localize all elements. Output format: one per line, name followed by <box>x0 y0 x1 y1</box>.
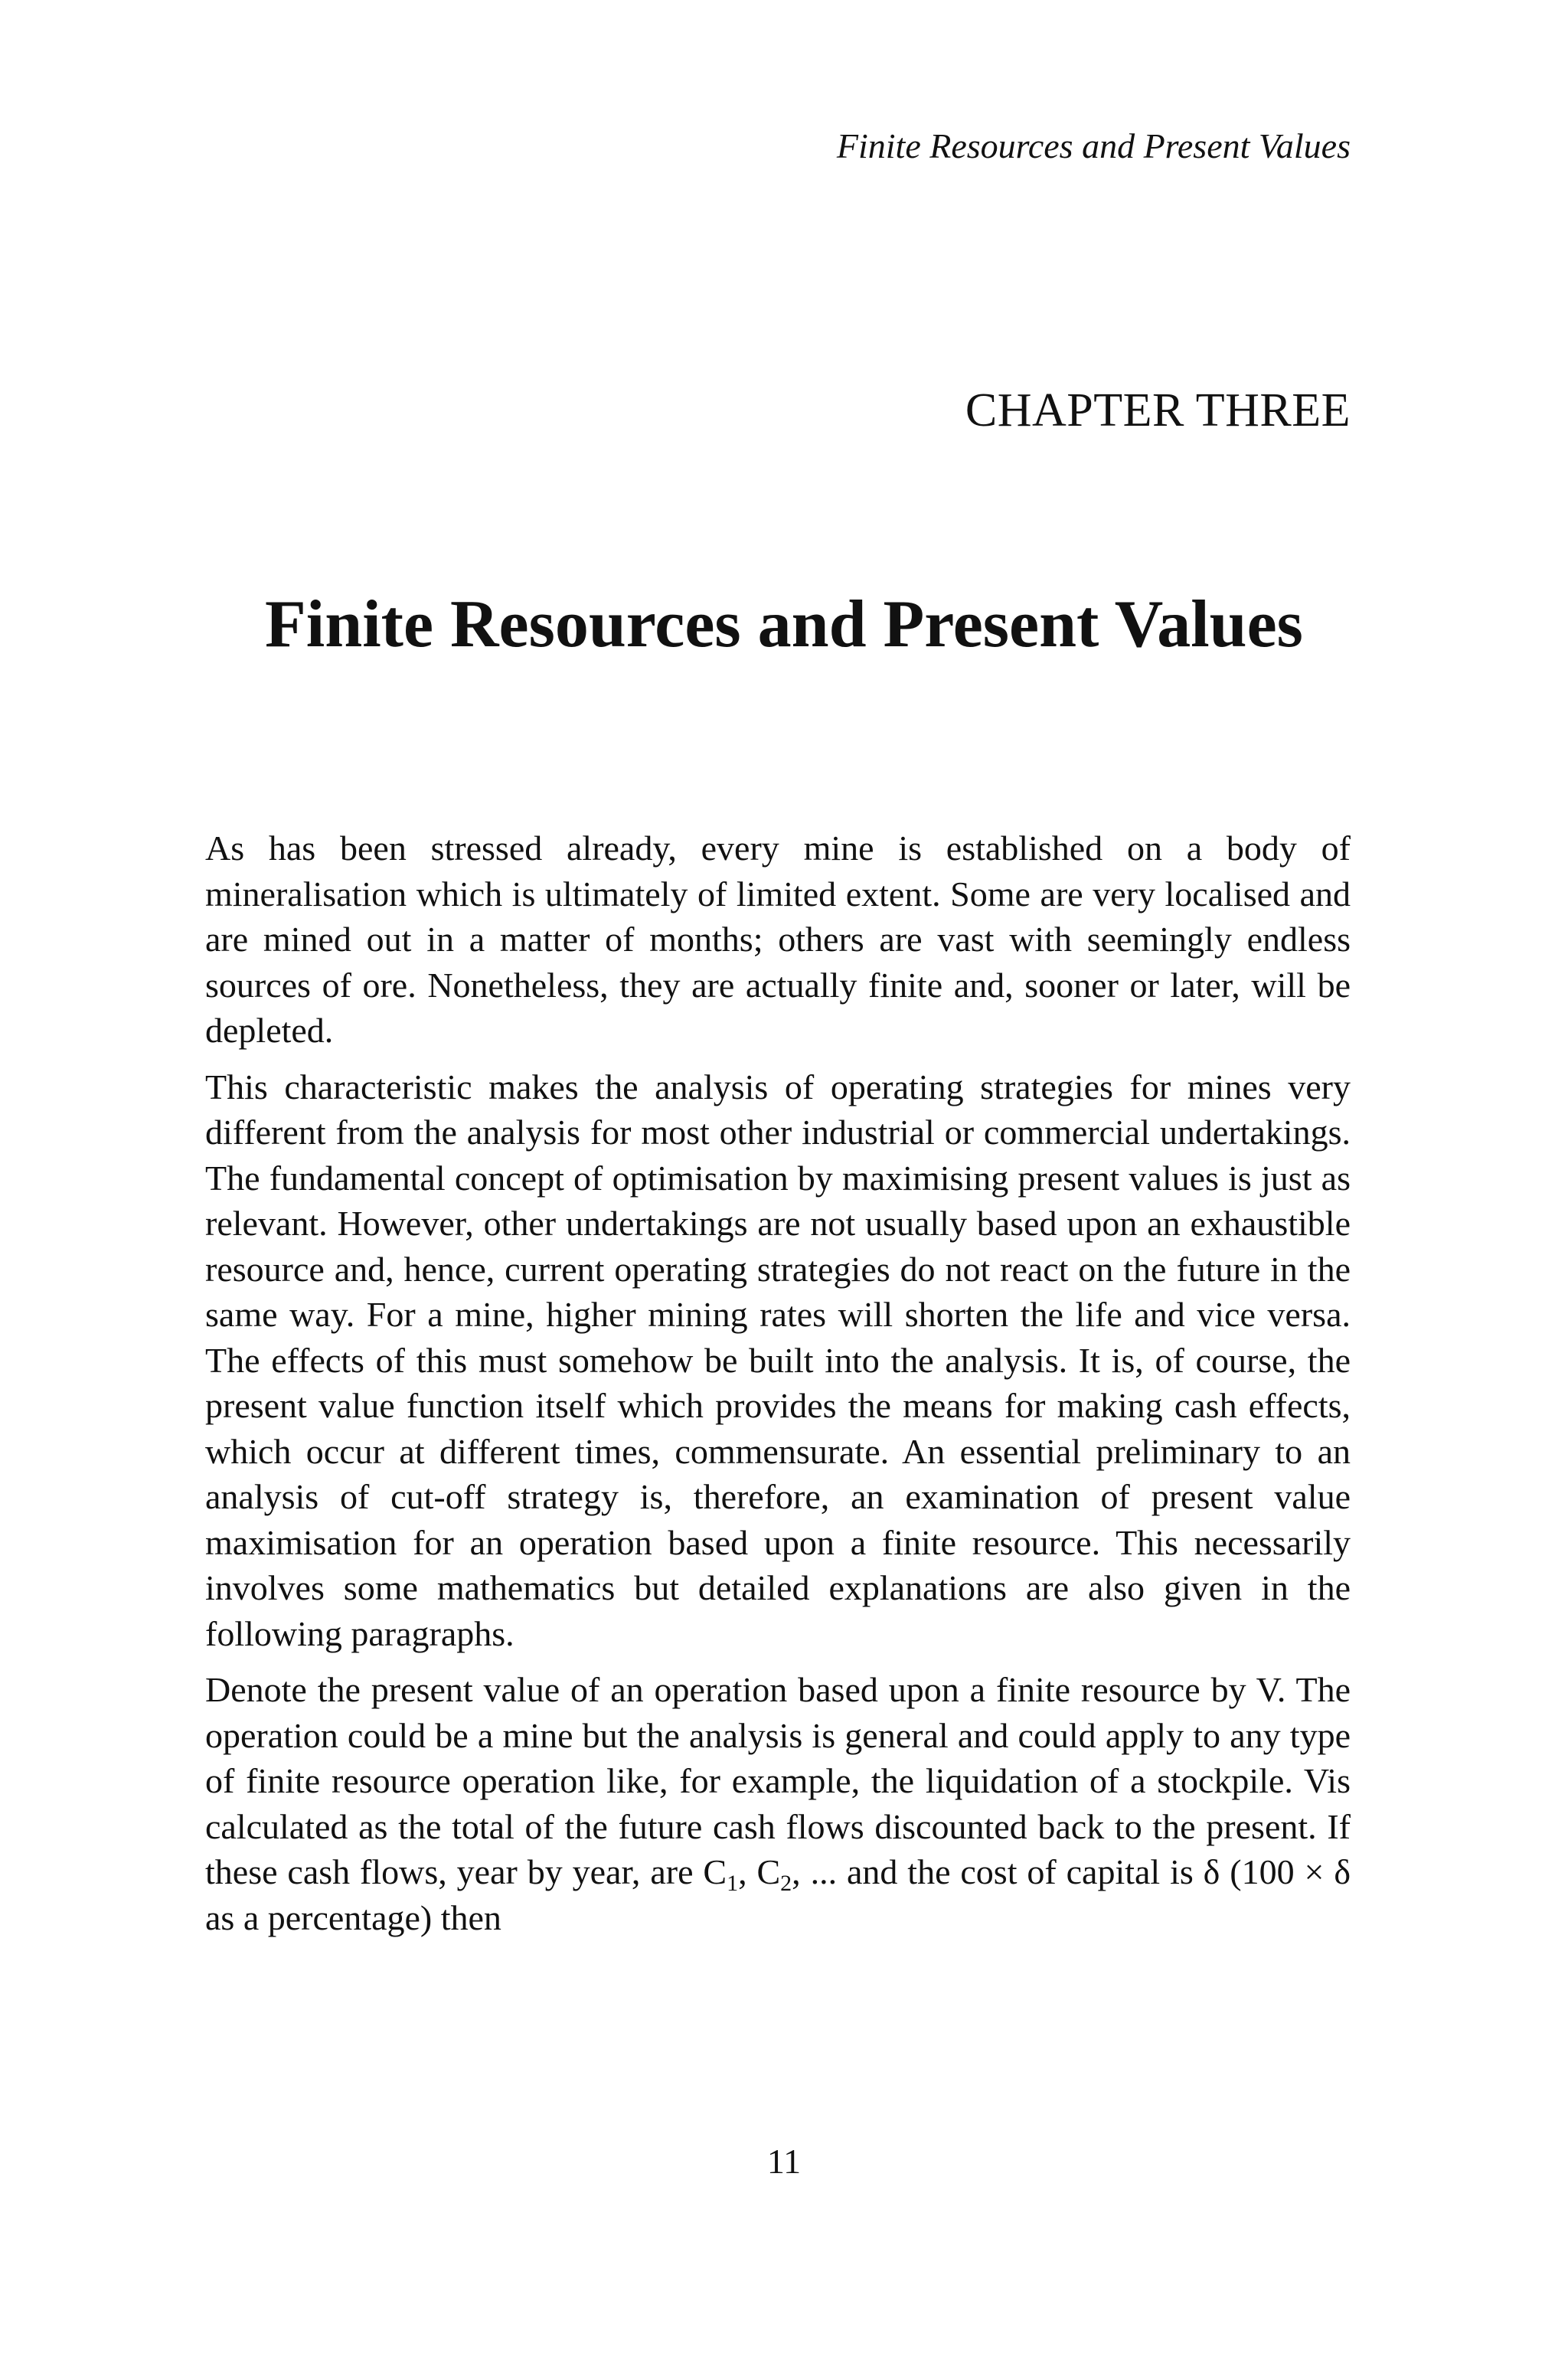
page-number: 11 <box>766 2142 802 2181</box>
chapter-title: Finite Resources and Present Values <box>265 587 1303 662</box>
paragraph-1: As has been stressed already, every mine is established on a body of mineralisation which is ultimately of limited extent. Some are very localised and are mined out in a matter of months; others are vast with seemingly endless sources of ore. Nonetheless, they are actually finite and, sooner or later, will be depleted. <box>205 829 1351 1050</box>
chapter-label: CHAPTER THREE <box>965 384 1351 436</box>
paragraph-2: This characteristic makes the analysis of operating strategies for mines very different from the analysis for most other industrial or commercial undertakings. The fundamental concept of optimisation by maximising present values is just as relevant. However, other undertakings are not usually based upon an exhaustible resource and, hence, current operating strategies do not react on the future in the same way. For a mine, higher mining rates will shorten the life and vice versa. The effects of this must somehow be built into the analysis. It is, of course, the present value function itself which provides the means for making cash effects, which occur at different times, commensurate. An essential preliminary to an analysis of cut-off strategy is, therefore, an examination of present value maximisation for an operation based upon a finite resource. This necessarily involves some mathematics but detailed explanations are also given in the following paragraphs. <box>205 1067 1351 1653</box>
paragraph-3-text-middle: , C <box>738 1852 781 1891</box>
running-header: Finite Resources and Present Values <box>836 126 1351 165</box>
paragraph-3-text-start: Denote the present value of an operation based upon a finite resource by V. The operation could be a mine but the analysis is general and could apply to any type of finite resource operation like, for example, the liquidation of a stockpile. Vis calculated as the total of the future cash flows discounted back to the present. If these cash flows, year by year, are C <box>205 1670 1351 1891</box>
subscript-1: 1 <box>727 1871 739 1896</box>
paragraph-3-text-end: , ... and the cost of capital is δ (100 × δ as a percentage) then <box>205 1852 1351 1937</box>
paragraph-3 <box>205 1667 1351 1940</box>
subscript-2: 2 <box>780 1871 792 1896</box>
body-text <box>205 825 1351 1951</box>
